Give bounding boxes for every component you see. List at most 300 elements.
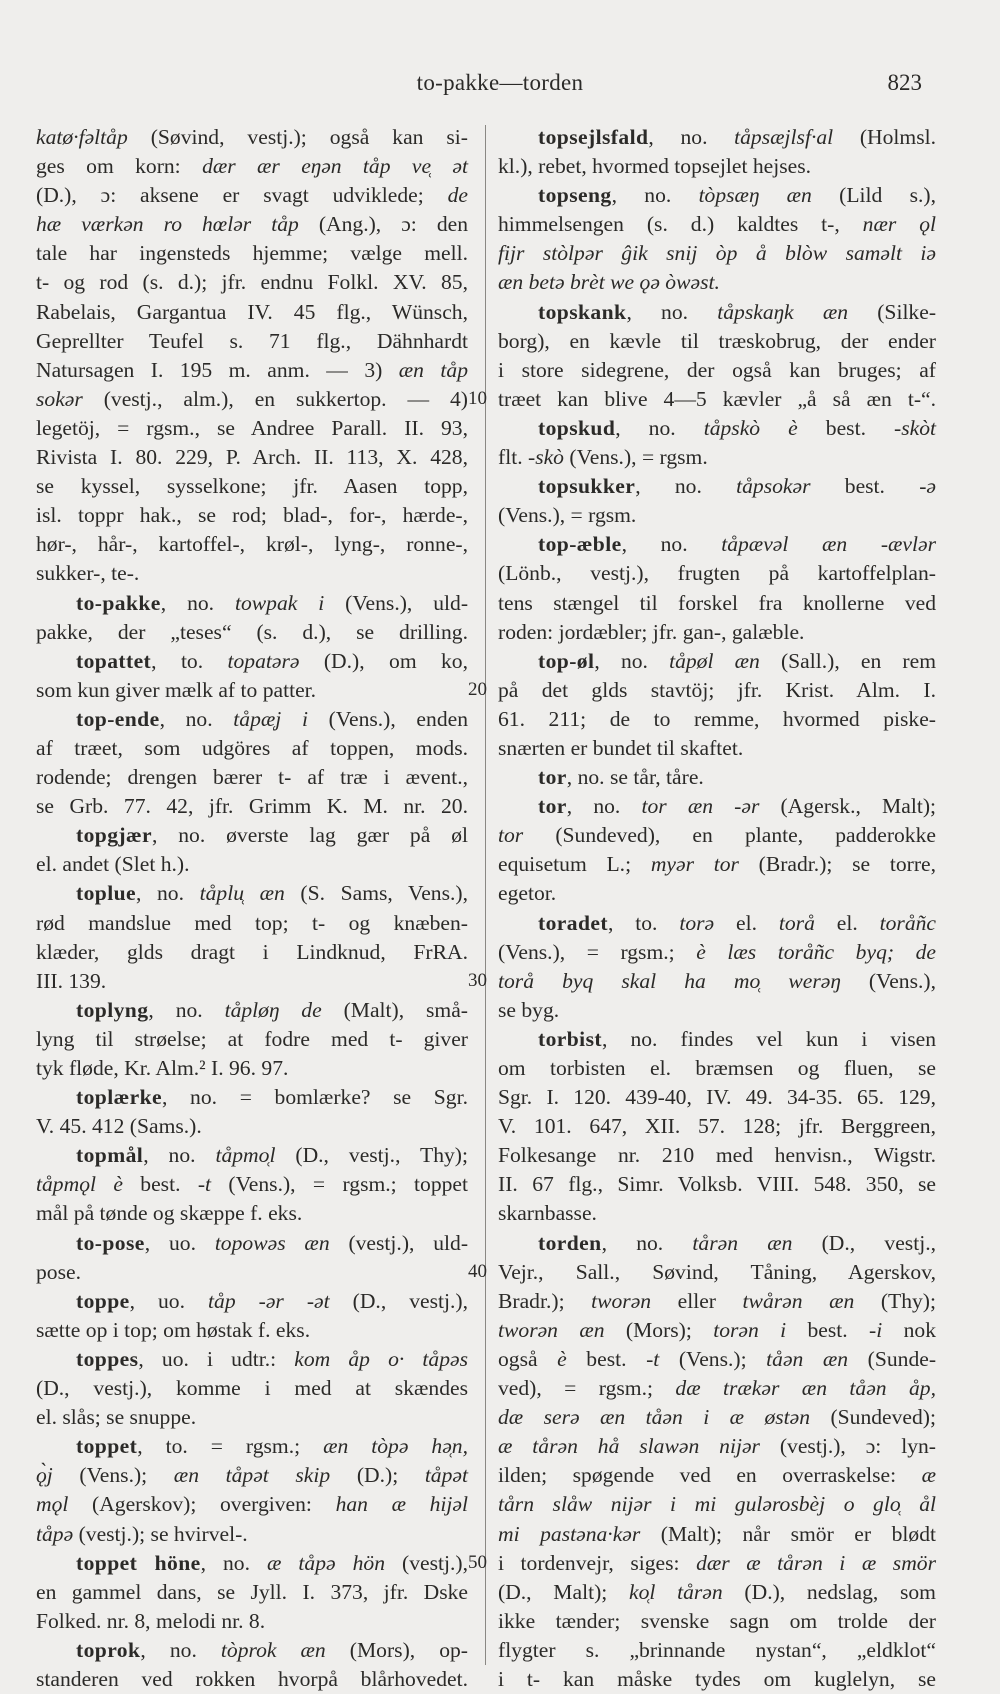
text-line — [36, 879, 468, 908]
line-text: pakke, der „teses“ (s. d.), se drilling. — [36, 619, 468, 644]
line-text: eller — [651, 1288, 743, 1313]
running-head: to-pakke—torden — [416, 70, 584, 95]
line-text: om torbisten el. bræmsen og fluen, se — [498, 1056, 936, 1080]
text-line — [498, 1083, 936, 1112]
headword: topskank — [538, 299, 627, 324]
dialect-form: tåpskò è — [703, 415, 798, 440]
line-text: se kyssel, sysselkone; jfr. Aasen topp, — [36, 474, 468, 499]
text-line — [36, 501, 468, 530]
line-text: , no. — [635, 474, 737, 499]
text-line — [498, 589, 936, 618]
dialect-form: tåpmǫl è — [36, 1172, 123, 1197]
dialect-form: nær ǫl — [862, 212, 936, 237]
text-line — [36, 210, 468, 239]
line-text: best. — [566, 1346, 647, 1371]
dialect-form: ko̜l tårən — [629, 1579, 723, 1604]
dialect-form: tåpæ̜j i — [233, 706, 308, 731]
headword: toprok — [76, 1637, 141, 1662]
line-text: , no. — [566, 794, 642, 819]
text-line — [36, 909, 468, 938]
line-text: sætte op i top; om høstak f. eks. — [36, 1317, 311, 1342]
line-text: Natursagen I. 195 m. anm. — 3) — [36, 357, 399, 382]
text-line — [498, 1636, 936, 1665]
line-text: (vestj.), uld- — [329, 1230, 469, 1255]
dialect-form: tåp -ər -ət — [208, 1288, 330, 1313]
text-line — [498, 1025, 936, 1054]
line-text: nok — [882, 1317, 936, 1342]
headword: toppet — [76, 1434, 138, 1459]
line-text: flygter s. „brinnande nystan“, „eldklot“ — [498, 1637, 936, 1662]
line-number: 30 — [468, 969, 487, 991]
text-line — [498, 501, 936, 530]
dialect-form: dæ serə æn tåən i æ østən — [498, 1405, 811, 1430]
text-line — [498, 123, 936, 152]
line-text: også — [498, 1346, 558, 1371]
line-text: (D.), om ko, — [299, 648, 468, 673]
headword: toradet — [538, 910, 608, 935]
line-text: (Sundeved); — [810, 1405, 936, 1430]
line-text: se Grb. 77. 42, jfr. Grimm K. M. nr. 20. — [36, 794, 468, 819]
dialect-form: tåpmo̜l — [215, 1143, 276, 1168]
line-text: (D., vestj., Thy); — [275, 1143, 468, 1168]
text-line — [36, 1083, 468, 1112]
line-text: (Vens.), = rgsm. — [498, 503, 637, 528]
line-text: tens stængel til forskel fra knollerne ved — [498, 590, 936, 615]
text-line — [498, 152, 936, 181]
line-text: (Mors), op- — [325, 1637, 468, 1662]
text-line — [498, 356, 936, 385]
line-text: el. — [714, 910, 779, 935]
line-text: (D.); — [330, 1463, 425, 1488]
text-line — [498, 676, 936, 705]
line-text: borg), en kævle til træskobrug, der ender — [498, 328, 936, 353]
line-text: (Vens.), uld- — [324, 590, 469, 615]
text-line — [36, 1636, 468, 1665]
line-text: , no. — [626, 299, 718, 324]
text-line — [36, 356, 468, 385]
page-number: 823 — [887, 70, 922, 95]
line-text: , to. — [151, 648, 228, 673]
text-line — [498, 1054, 936, 1083]
text-line — [36, 268, 468, 297]
line-number: 50 — [468, 1551, 487, 1573]
dialect-form: de — [447, 183, 468, 208]
headword: topseng — [538, 183, 612, 208]
text-line — [498, 1607, 936, 1636]
line-text: best. — [810, 474, 920, 499]
headword: torbist — [538, 1026, 602, 1051]
dialect-form: topowəs æn — [214, 1230, 330, 1255]
text-line — [36, 996, 468, 1025]
dialect-form: æ tårən hå slawən nijər — [498, 1434, 760, 1459]
headword: toppe — [76, 1288, 130, 1313]
line-text: II. 67 flg., Simr. Volksb. VIII. 548. 350, se — [498, 1172, 936, 1197]
text-line — [36, 967, 468, 996]
line-text: best. — [797, 415, 895, 440]
line-text: (D.), nedslag, som — [722, 1579, 936, 1604]
text-line — [36, 821, 468, 850]
text-line — [498, 996, 936, 1025]
text-line — [498, 1316, 936, 1345]
line-text: , no. = bomlærke? se Sgr. — [161, 1085, 468, 1110]
line-text: (Lönb., vestj.), frugten på kartoffelplan- — [498, 561, 936, 586]
line-text: , no. — [615, 415, 704, 440]
line-text: , no. — [621, 532, 722, 557]
text-line — [36, 327, 468, 356]
text-line — [36, 792, 468, 821]
text-line — [498, 909, 936, 938]
text-line — [36, 152, 468, 181]
headword: torden — [538, 1230, 602, 1255]
dialect-form: æn tåpət skip — [173, 1463, 331, 1488]
headword: toplærke — [76, 1085, 162, 1110]
text-line — [36, 1578, 468, 1607]
dialect-form: tåpsæjlsf·al — [734, 125, 834, 149]
line-text: ikke tænder; svenske sagn om trolde der — [498, 1608, 936, 1633]
line-text: (D., vestj.), — [329, 1288, 469, 1313]
dialect-form: æ — [921, 1463, 936, 1488]
text-line — [498, 1112, 936, 1141]
dialect-form: tåpət — [424, 1463, 468, 1488]
text-line — [498, 472, 936, 501]
text-line — [36, 414, 468, 443]
text-line — [498, 1578, 936, 1607]
dialect-form: sokər — [36, 386, 83, 411]
dialect-form: mǫl — [36, 1492, 69, 1517]
text-line — [498, 1461, 936, 1490]
text-line — [498, 1199, 936, 1228]
dialect-form: -skòt — [894, 415, 936, 440]
line-text: Sgr. I. 120. 439-40, IV. 49. 34-35. 65. 129, — [498, 1085, 936, 1110]
text-line — [36, 1112, 468, 1141]
line-text: , no. øverste lag gær på øl — [151, 823, 468, 848]
dialect-form: torå byq skal ha mo̜ werəŋ — [498, 968, 841, 993]
line-text: træet kan blive 4—5 kævler „å så æn t-“. — [498, 386, 936, 411]
text-line — [498, 1287, 936, 1316]
line-text: (Agersk., Malt); — [759, 794, 937, 819]
line-text: (Agerskov); overgiven: — [68, 1492, 336, 1517]
line-text: (Vens.), enden — [307, 706, 468, 731]
line-text: , no. — [140, 1637, 221, 1662]
line-text: (Silke- — [848, 299, 937, 324]
text-line — [498, 763, 936, 792]
line-text: standeren ved rokken hvorpå blårhovedet. — [36, 1666, 468, 1691]
dialect-form: fijr stòlpər ĝik snij òp å blòw samǝlt iə — [498, 241, 936, 266]
text-line — [36, 1287, 468, 1316]
dialect-form: tòpsæŋ æn — [698, 183, 812, 208]
line-text: , no. — [160, 590, 235, 615]
line-text: pose. — [36, 1259, 81, 1284]
headword: top-øl — [538, 648, 595, 673]
dialect-form: è læs toråñc byq; de — [696, 939, 936, 964]
line-text: (Vens.); — [52, 1463, 174, 1488]
line-text: isl. toppr hak., se rod; blad-, for-, hærde-, — [36, 503, 468, 528]
dialect-form: æn betə brèt we ǫə òwəst. — [498, 270, 720, 295]
text-line — [498, 414, 936, 443]
line-text: equisetum L.; — [498, 852, 651, 877]
line-text: el. slås; se snuppe. — [36, 1405, 197, 1430]
dialect-form: tåpløŋ de — [224, 997, 322, 1022]
dialect-form: katø·fəltåp — [36, 125, 128, 149]
dialect-form: torə — [679, 910, 715, 935]
dialect-form: torən i — [713, 1317, 787, 1342]
line-number: 20 — [468, 678, 487, 700]
dialect-form: tor — [498, 823, 524, 848]
dialect-form: tåən æn — [766, 1346, 849, 1371]
line-text: (D., Malt); — [498, 1579, 629, 1604]
text-line — [36, 1025, 468, 1054]
line-text: (Vens.), — [840, 968, 936, 993]
line-text: , to. — [607, 910, 680, 935]
line-text: Bradr.); — [498, 1288, 592, 1313]
text-line — [498, 850, 936, 879]
line-text: , no. — [143, 1143, 216, 1168]
text-line — [36, 647, 468, 676]
text-line — [498, 1549, 936, 1578]
dialect-form: -ə — [919, 474, 936, 499]
line-text: mål på tønde og skæppe f. eks. — [36, 1201, 303, 1226]
line-text: ilden; spøgende ved en overraskelse: — [498, 1463, 922, 1488]
line-text: (vestj.); se hvirvel-. — [73, 1521, 248, 1546]
line-text: (vestj.), ɔ: lyn- — [759, 1434, 936, 1459]
line-text: Geprellter Teufel s. 71 flg., Dähnhardt — [36, 328, 468, 353]
headword: to-pose — [76, 1230, 145, 1255]
dialect-form: tåpə — [36, 1521, 74, 1546]
dialect-form: torå — [778, 910, 815, 935]
line-text: , no. — [148, 997, 225, 1022]
headword: tor — [538, 794, 567, 819]
dialect-form: dær æ tårən i æ smör — [696, 1550, 936, 1575]
line-text: (D., vestj., — [792, 1230, 936, 1255]
text-line — [498, 705, 936, 734]
text-line — [36, 1258, 468, 1287]
text-line — [36, 763, 468, 792]
text-line — [498, 967, 936, 996]
text-line — [36, 559, 468, 588]
line-text: , no. — [594, 648, 670, 673]
line-text: (Sall.), en rem — [759, 648, 936, 673]
headword: toppet höne — [76, 1550, 201, 1575]
line-text: (D.), ɔ: aksene er svagt udviklede; — [36, 183, 448, 208]
headword: to-pakke — [76, 590, 161, 615]
line-text: (Mors); — [604, 1317, 714, 1342]
line-text: himmelsengen (s. d.) kaldtes t-, — [498, 212, 863, 237]
text-line — [36, 1199, 468, 1228]
text-line — [36, 734, 468, 763]
line-text: legetöj, = rgsm., se Andree Parall. II. 93, — [36, 415, 468, 440]
text-line — [36, 530, 468, 559]
line-text: , no. — [136, 881, 200, 906]
text-line — [498, 734, 936, 763]
text-line — [498, 821, 936, 850]
line-text: , no. — [601, 1230, 693, 1255]
line-text: (S. Sams, Vens.), — [284, 881, 468, 906]
line-text: rød mandslue med top; t- og knæben- — [36, 910, 468, 935]
dialect-form: tåpævəl æn -ævlər — [721, 532, 936, 557]
text-line — [498, 1258, 936, 1287]
text-line — [36, 123, 468, 152]
line-text: , uo. i udtr.: — [138, 1346, 295, 1371]
line-text: ved), = rgsm.; — [498, 1376, 676, 1401]
line-text: V. 45. 412 (Sams.). — [36, 1114, 202, 1139]
text-line — [498, 647, 936, 676]
text-line — [36, 938, 468, 967]
dialect-form: toråñc — [879, 910, 937, 935]
text-line — [36, 589, 468, 618]
line-text: (Vens.), = rgsm.; — [498, 939, 697, 964]
headword: topmål — [76, 1143, 144, 1168]
line-text: III. 139. — [36, 968, 107, 993]
line-text: , no. — [611, 183, 699, 208]
text-line — [36, 1607, 468, 1636]
line-text: (Thy); — [854, 1288, 936, 1313]
text-line — [498, 239, 936, 268]
dialect-form: -skò — [528, 445, 564, 470]
text-line — [498, 879, 936, 908]
line-text: ges om korn: — [36, 154, 203, 179]
text-line — [36, 443, 468, 472]
text-line — [498, 1345, 936, 1374]
page-header — [0, 58, 1000, 98]
line-text: (Malt), små- — [321, 997, 469, 1022]
line-text: se byg. — [498, 997, 560, 1022]
line-text: t- og rod (s. d.); jfr. endnu Folkl. XV. 85, — [36, 270, 468, 295]
text-line — [36, 239, 468, 268]
text-line — [36, 1665, 468, 1694]
right-column — [498, 123, 936, 1694]
column-divider — [485, 125, 486, 1665]
line-text: i t- kan måske tydes om kuglelyn, se — [498, 1666, 936, 1691]
line-text: , no. findes vel kun i visen — [601, 1026, 936, 1051]
line-text: (vestj., alm.), en sukkertop. — 4) — [82, 386, 468, 411]
line-text: lyng til strøelse; at fodre med t- giver — [36, 1026, 468, 1051]
headword: topsukker — [538, 474, 636, 499]
dialect-form: towpak i — [234, 590, 325, 615]
headword: toplyng — [76, 997, 149, 1022]
text-line — [498, 1170, 936, 1199]
line-text: snærten er bundet til skaftet. — [498, 735, 744, 760]
line-text: Rabelais, Gargantua IV. 45 flg., Wünsch, — [36, 299, 468, 324]
line-text: af træet, som udgöres af toppen, mods. — [36, 735, 468, 760]
line-text: på det glds stavtöj; jfr. Krist. Alm. I. — [498, 677, 936, 702]
text-line — [498, 268, 936, 297]
text-line — [36, 1141, 468, 1170]
text-line — [36, 298, 468, 327]
line-text: egetor. — [498, 881, 557, 906]
text-line — [498, 1403, 936, 1432]
line-text: , uo. — [144, 1230, 215, 1255]
line-text: flt. — [498, 445, 528, 470]
text-line — [36, 472, 468, 501]
line-text: , uo. — [129, 1288, 209, 1313]
line-text: el. andet (Slet h.). — [36, 852, 190, 877]
dialect-form: tåpøl æn — [669, 648, 760, 673]
line-text: roden: jordæbler; jfr. gan-, galæble. — [498, 619, 805, 644]
text-line — [498, 1490, 936, 1519]
line-text: V. 101. 647, XII. 57. 128; jfr. Berggreen, — [498, 1114, 936, 1139]
line-text: (Bradr.); se torre, — [738, 852, 936, 877]
dialect-form: -t — [646, 1346, 660, 1371]
dialect-form: tårən æn — [692, 1230, 793, 1255]
line-text: i store sidegrene, der også kan bruges; af — [498, 357, 936, 382]
line-text: kl.), rebet, hvormed topsejlet hejses. — [498, 154, 812, 179]
line-text: (vestj.), — [385, 1550, 468, 1575]
line-text: Vejr., Sall., Søvind, Tåning, Agerskov, — [498, 1259, 936, 1284]
text-line — [498, 181, 936, 210]
dialect-form: tåplu̜ æn — [199, 881, 285, 906]
dialect-form: myər tor — [650, 852, 739, 877]
text-line — [498, 618, 936, 647]
headword: top-æble — [538, 532, 622, 557]
dialect-form: æn tåp — [398, 357, 468, 382]
dialect-form: topatərə — [227, 648, 300, 673]
dialect-form: dæ trækər æn tåən åp, — [675, 1376, 936, 1401]
text-line — [498, 1432, 936, 1461]
headword: toplue — [76, 881, 136, 906]
text-line — [498, 1665, 936, 1694]
text-line — [36, 385, 468, 414]
line-text: best. — [786, 1317, 870, 1342]
text-line — [498, 559, 936, 588]
dialect-form: dær ær eŋən tåp ve̜ ət — [202, 154, 469, 179]
text-line — [36, 1403, 468, 1432]
dialect-form: tòprok æn — [220, 1637, 326, 1662]
line-text: (Ang.), ɔ: den — [298, 212, 468, 237]
line-text: Folkesange nr. 210 med henvisn., Wigstr. — [498, 1143, 936, 1168]
line-text: , no. — [200, 1550, 268, 1575]
dialect-form: han æ hijəl — [335, 1492, 468, 1517]
dialect-form: kom åp o· tåpəs — [294, 1346, 468, 1371]
dialect-form: -i — [869, 1317, 883, 1342]
text-line — [498, 1141, 936, 1170]
dialect-form: -t — [197, 1172, 212, 1197]
text-line — [498, 298, 936, 327]
text-line — [498, 327, 936, 356]
line-text: best. — [122, 1172, 198, 1197]
text-line — [36, 1170, 468, 1199]
line-text: (Vens.), = rgsm. — [563, 445, 708, 470]
text-line — [36, 618, 468, 647]
text-line — [36, 1316, 468, 1345]
headword: topsejlsfald — [538, 125, 649, 149]
line-text: (D., vestj.), komme i med at skændes — [36, 1376, 468, 1401]
text-line — [498, 530, 936, 559]
line-text: el. — [814, 910, 880, 935]
text-line — [36, 1432, 468, 1461]
line-text: (Holmsl. — [833, 125, 936, 149]
text-line — [36, 1461, 468, 1490]
line-number: 10 — [468, 387, 487, 409]
line-text: Rivista I. 80. 229, P. Arch. II. 113, X. 428, — [36, 445, 468, 470]
dialect-form: è — [557, 1346, 567, 1371]
dialect-form: tårn slåw nijər i mi gulərosbèj o glo̜ ål — [498, 1492, 936, 1517]
text-line — [36, 1520, 468, 1549]
dialect-form: tor æn -ər — [641, 794, 760, 819]
line-text: (Vens.), = rgsm.; toppet — [211, 1172, 468, 1197]
line-text: (Søvind, vestj.); også kan si- — [127, 125, 468, 149]
text-line — [36, 1054, 468, 1083]
text-line — [36, 181, 468, 210]
line-text: hør-, hår-, kartoffel-, krøl-, lyng-, ronne-, — [36, 532, 468, 557]
dialect-form: æn tòpə hə̜n, — [323, 1434, 468, 1459]
text-line — [498, 443, 936, 472]
text-line — [498, 385, 936, 414]
text-line — [498, 938, 936, 967]
line-text: (Lild s.), — [811, 183, 936, 208]
dialect-form: mi pastəna·kər — [498, 1521, 641, 1546]
line-text: sukker-, te-. — [36, 561, 140, 586]
dialect-form: æ tåpə hön — [267, 1550, 386, 1575]
